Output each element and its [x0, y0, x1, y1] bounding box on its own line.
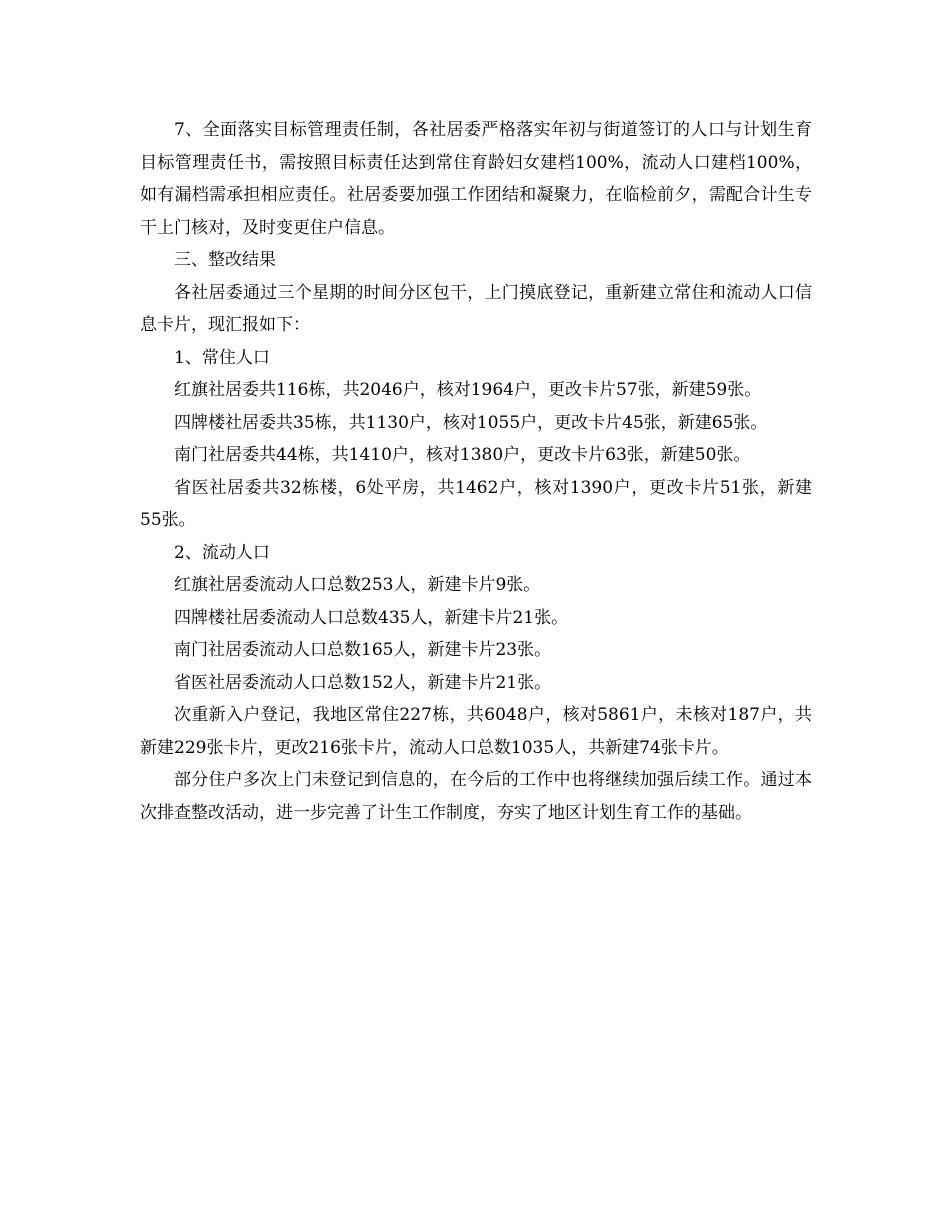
paragraph-sipailou-floating: 四牌楼社居委流动人口总数435人，新建卡片21张。 — [174, 607, 569, 628]
document-body — [140, 114, 812, 829]
paragraph-shengyi-resident: 省医社居委共32栋楼，6处平房，共1462户，核对1390户，更改卡片51张，新建55张。 — [140, 477, 812, 530]
paragraph-hongqi-resident: 红旗社居委共116栋，共2046户，核对1964户，更改卡片57张，新建59张。 — [174, 380, 762, 400]
paragraph-conclusion: 部分住户多次上门未登记到信息的，在今后的工作中也将继续加强后续工作。通过本次排查整改活动，进一步完善了计生工作制度，夯实了地区计划生育工作的基础。 — [140, 770, 812, 823]
paragraph-hongqi-floating: 红旗社居委流动人口总数253人，新建卡片9张。 — [174, 575, 541, 595]
subheading-floating-population: 2、流动人口 — [174, 542, 270, 563]
subheading-resident-population: 1、常住人口 — [174, 347, 270, 368]
paragraph-summary-totals: 次重新入户登记，我地区常住227栋，共6048户，核对5861户，未核对187户，共新建229张卡片，更改216张卡片，流动人口总数1035人，共新建74张卡片。 — [140, 705, 812, 758]
paragraph-sipailou-resident: 四牌楼社居委共35栋，共1130户，核对1055户，更改卡片45张，新建65张。 — [174, 412, 768, 433]
paragraph-nanmen-resident: 南门社居委共44栋，共1410户，核对1380户，更改卡片63张，新建50张。 — [174, 445, 751, 465]
paragraph-nanmen-floating: 南门社居委流动人口总数165人，新建卡片23张。 — [174, 640, 552, 660]
section-heading-rectification-results: 三、整改结果 — [174, 250, 276, 270]
paragraph-shengyi-floating: 省医社居委流动人口总数152人，新建卡片21张。 — [174, 672, 552, 693]
paragraph-report-intro: 各社居委通过三个星期的时间分区包干，上门摸底登记，重新建立常住和流动人口信息卡片，现汇报如下： — [140, 282, 812, 335]
paragraph-target-responsibility: 7、全面落实目标管理责任制，各社居委严格落实年初与街道签订的人口与计划生育目标管理责任书，需按照目标责任达到常住育龄妇女建档100%，流动人口建档100%，如有漏档需承担相应责任。社居委要加强工作团结和凝聚力，在临检前夕，需配合计生专干上门核对，及时变更住户信息。 — [140, 120, 812, 238]
